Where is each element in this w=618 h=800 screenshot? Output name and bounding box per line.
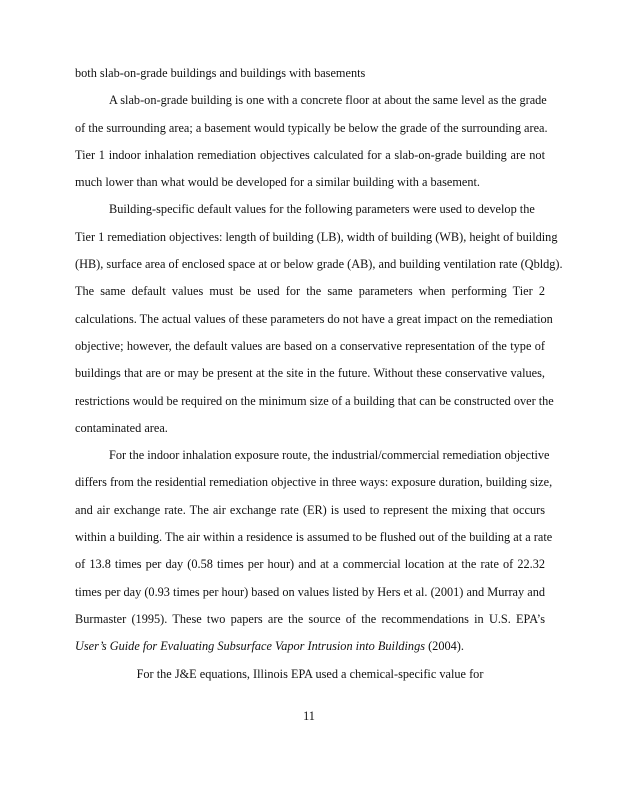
paragraph-start-line: For the J&E equations, Illinois EPA used a chemical-specific value for bbox=[136, 666, 484, 681]
text-line: much lower than what would be developed for a similar building with a basement. bbox=[75, 175, 481, 190]
text-line: both slab-on-grade buildings and buildings with basements bbox=[75, 66, 366, 80]
citation-line bbox=[75, 633, 545, 660]
text-line: objective; however, the default values are based on a conservative representation of the type of bbox=[75, 338, 545, 353]
paragraph-start-line: For the indoor inhalation exposure route, the industrial/commercial remediation objective bbox=[109, 448, 550, 463]
paragraph-start-line: Building-specific default values for the following parameters were used to develop the bbox=[109, 202, 535, 217]
text-line: calculations. The actual values of these parameters do not have a great impact on the remediation bbox=[75, 311, 553, 326]
body-text bbox=[75, 60, 563, 688]
text-line: times per day (0.93 times per hour) based on values listed by Hers et al. (2001) and Murray and bbox=[75, 584, 545, 599]
text-line: Tier 1 remediation objectives: length of building (LB), width of building (WB), height of building bbox=[75, 229, 558, 244]
text-line: of 13.8 times per day (0.58 times per hour) and at a commercial location at the rate of 22.32 bbox=[75, 557, 545, 572]
guide-year: (2004). bbox=[425, 639, 464, 654]
text-line: contaminated area. bbox=[75, 420, 168, 435]
text-line: and air exchange rate. The air exchange rate (ER) is used to represent the mixing that occurs bbox=[75, 502, 545, 517]
text-line: (HB), surface area of enclosed space at or below grade (AB), and building ventilation rate (Qbldg). bbox=[75, 257, 563, 272]
guide-title: User’s Guide for Evaluating Subsurface Vapor Intrusion into Buildings bbox=[75, 639, 426, 654]
text-line: buildings that are or may be present at the site in the future. Without these conservative values, bbox=[75, 366, 545, 381]
paragraph-start-line: A slab-on-grade building is one with a concrete floor at about the same level as the grade bbox=[109, 93, 547, 108]
text-line: within a building. The air within a residence is assumed to be flushed out of the building at a rate bbox=[75, 530, 553, 545]
text-line: Burmaster (1995). These two papers are the source of the recommendations in U.S. EPA’s bbox=[75, 611, 545, 626]
text-line: differs from the residential remediation objective in three ways: exposure duration, building size, bbox=[75, 475, 553, 490]
text-line: Tier 1 indoor inhalation remediation objectives calculated for a slab-on-grade building are not bbox=[75, 147, 545, 162]
text-line: restrictions would be required on the minimum size of a building that can be constructed over the bbox=[75, 393, 554, 408]
page-number: 11 bbox=[303, 709, 315, 723]
text-line: of the surrounding area; a basement would typically be below the grade of the surrounding area. bbox=[75, 120, 548, 135]
text-line: The same default values must be used for the same parameters when performing Tier 2 bbox=[75, 284, 545, 299]
